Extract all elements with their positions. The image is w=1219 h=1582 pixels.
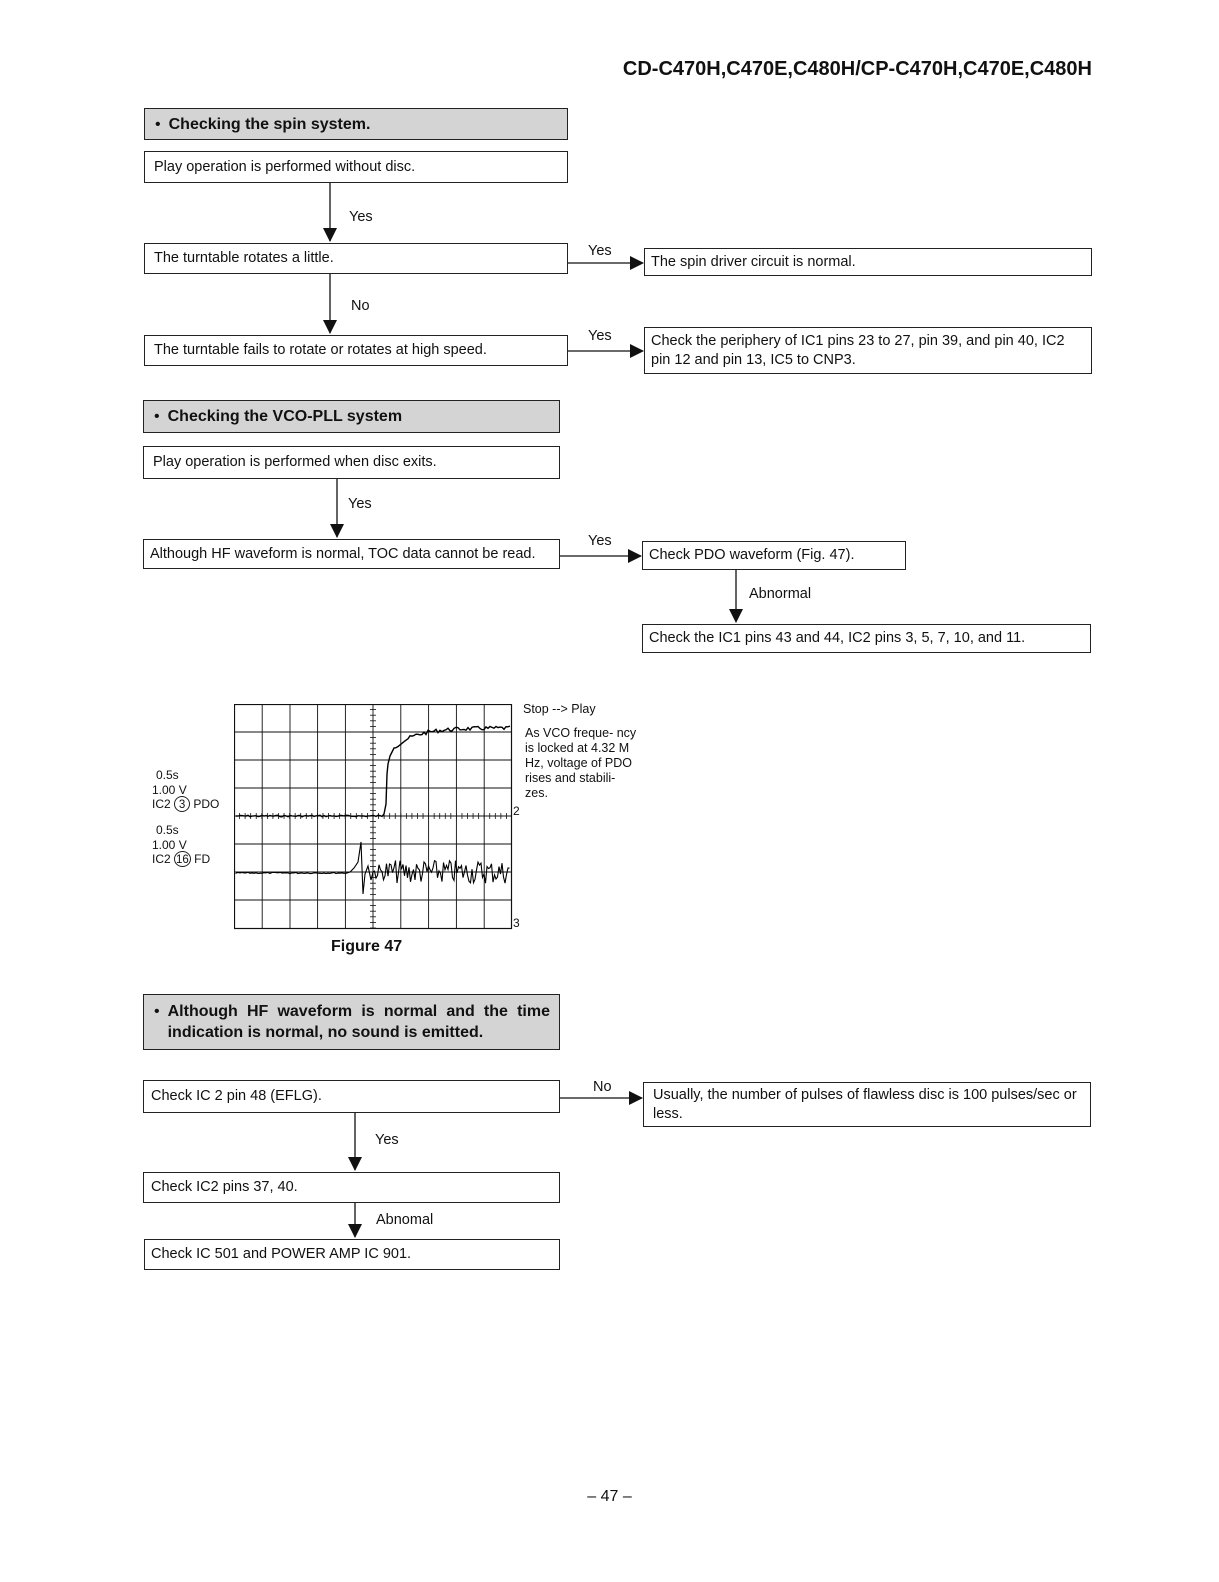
hf-no-1: No [593, 1079, 612, 1095]
figure-caption: Figure 47 [331, 938, 403, 955]
spin-result-3: Check the periphery of IC1 pins 23 to 27, pin 39, and pin 40, IC2 pin 12 and pin 13, IC5 to CNP3. [644, 327, 1092, 374]
bullet-icon: • [155, 115, 161, 133]
ch3-label [152, 851, 210, 867]
bullet-icon: • [154, 1003, 160, 1020]
vco-result-3: Check the IC1 pins 43 and 44, IC2 pins 3, 5, 7, 10, and 11. [642, 624, 1091, 653]
spin-step-2: The turntable rotates a little. [144, 243, 568, 274]
ch2-marker: 2 [513, 804, 520, 818]
vco-step-2: Although HF waveform is normal, TOC data cannot be read. [143, 539, 560, 569]
ch3-ic: IC2 [152, 852, 171, 866]
page-title: CD-C470H,C470E,C480H/CP-C470H,C470E,C480H [622, 58, 1092, 80]
page-number: – 47 – [587, 1488, 632, 1505]
spin-result-2: The spin driver circuit is normal. [644, 248, 1092, 276]
spin-yes-2: Yes [588, 243, 612, 259]
spin-heading-text: Checking the spin system. [168, 115, 371, 133]
hf-yes-1: Yes [375, 1132, 399, 1148]
ch3-signal: FD [194, 852, 211, 866]
bullet-icon: • [154, 408, 160, 425]
ch3-volt: 1.00 V [152, 838, 187, 852]
ch2-time: 0.5s [156, 768, 179, 782]
spin-step-1: Play operation is performed without disc. [144, 151, 568, 183]
oscilloscope-waveform [234, 704, 514, 930]
spin-yes-3: Yes [588, 328, 612, 344]
figure-note-body: As VCO freque- ncy is locked at 4.32 M Hz, voltage of PDO rises and stabili- zes. [525, 726, 637, 800]
ch2-ic: IC2 [152, 797, 171, 811]
vco-yes-1: Yes [348, 496, 372, 512]
spin-yes-1: Yes [349, 209, 373, 225]
ch2-label [152, 796, 219, 812]
vco-yes-2: Yes [588, 533, 612, 549]
vco-result-2: Check PDO waveform (Fig. 47). [642, 541, 906, 570]
spin-step-3: The turntable fails to rotate or rotates at high speed. [144, 335, 568, 366]
ch3-marker: 3 [513, 916, 520, 930]
ch3-pin: 16 [174, 851, 191, 867]
hf-result-1: Usually, the number of pulses of flawless disc is 100 pulses/sec or less. [643, 1082, 1091, 1127]
ch2-signal: PDO [193, 797, 220, 811]
spin-section-heading [144, 108, 568, 140]
ch2-pin: 3 [174, 796, 190, 812]
hf-abnormal: Abnomal [376, 1212, 434, 1228]
hf-heading-text: Although HF waveform is normal and the time indication is normal, no sound is emitted. [167, 1003, 550, 1041]
figure-note-title: Stop --> Play [523, 702, 596, 716]
hf-step-3: Check IC 501 and POWER AMP IC 901. [144, 1239, 560, 1270]
ch2-volt: 1.00 V [152, 783, 187, 797]
vco-abnormal: Abnormal [749, 586, 812, 602]
hf-section-heading [143, 994, 560, 1050]
vco-section-heading [143, 400, 560, 433]
vco-heading-text: Checking the VCO-PLL system [167, 408, 403, 425]
vco-step-1: Play operation is performed when disc exits. [143, 446, 560, 479]
hf-step-1: Check IC 2 pin 48 (EFLG). [143, 1080, 560, 1113]
ch3-time: 0.5s [156, 823, 179, 837]
spin-no-2: No [351, 298, 370, 314]
hf-step-2: Check IC2 pins 37, 40. [143, 1172, 560, 1203]
